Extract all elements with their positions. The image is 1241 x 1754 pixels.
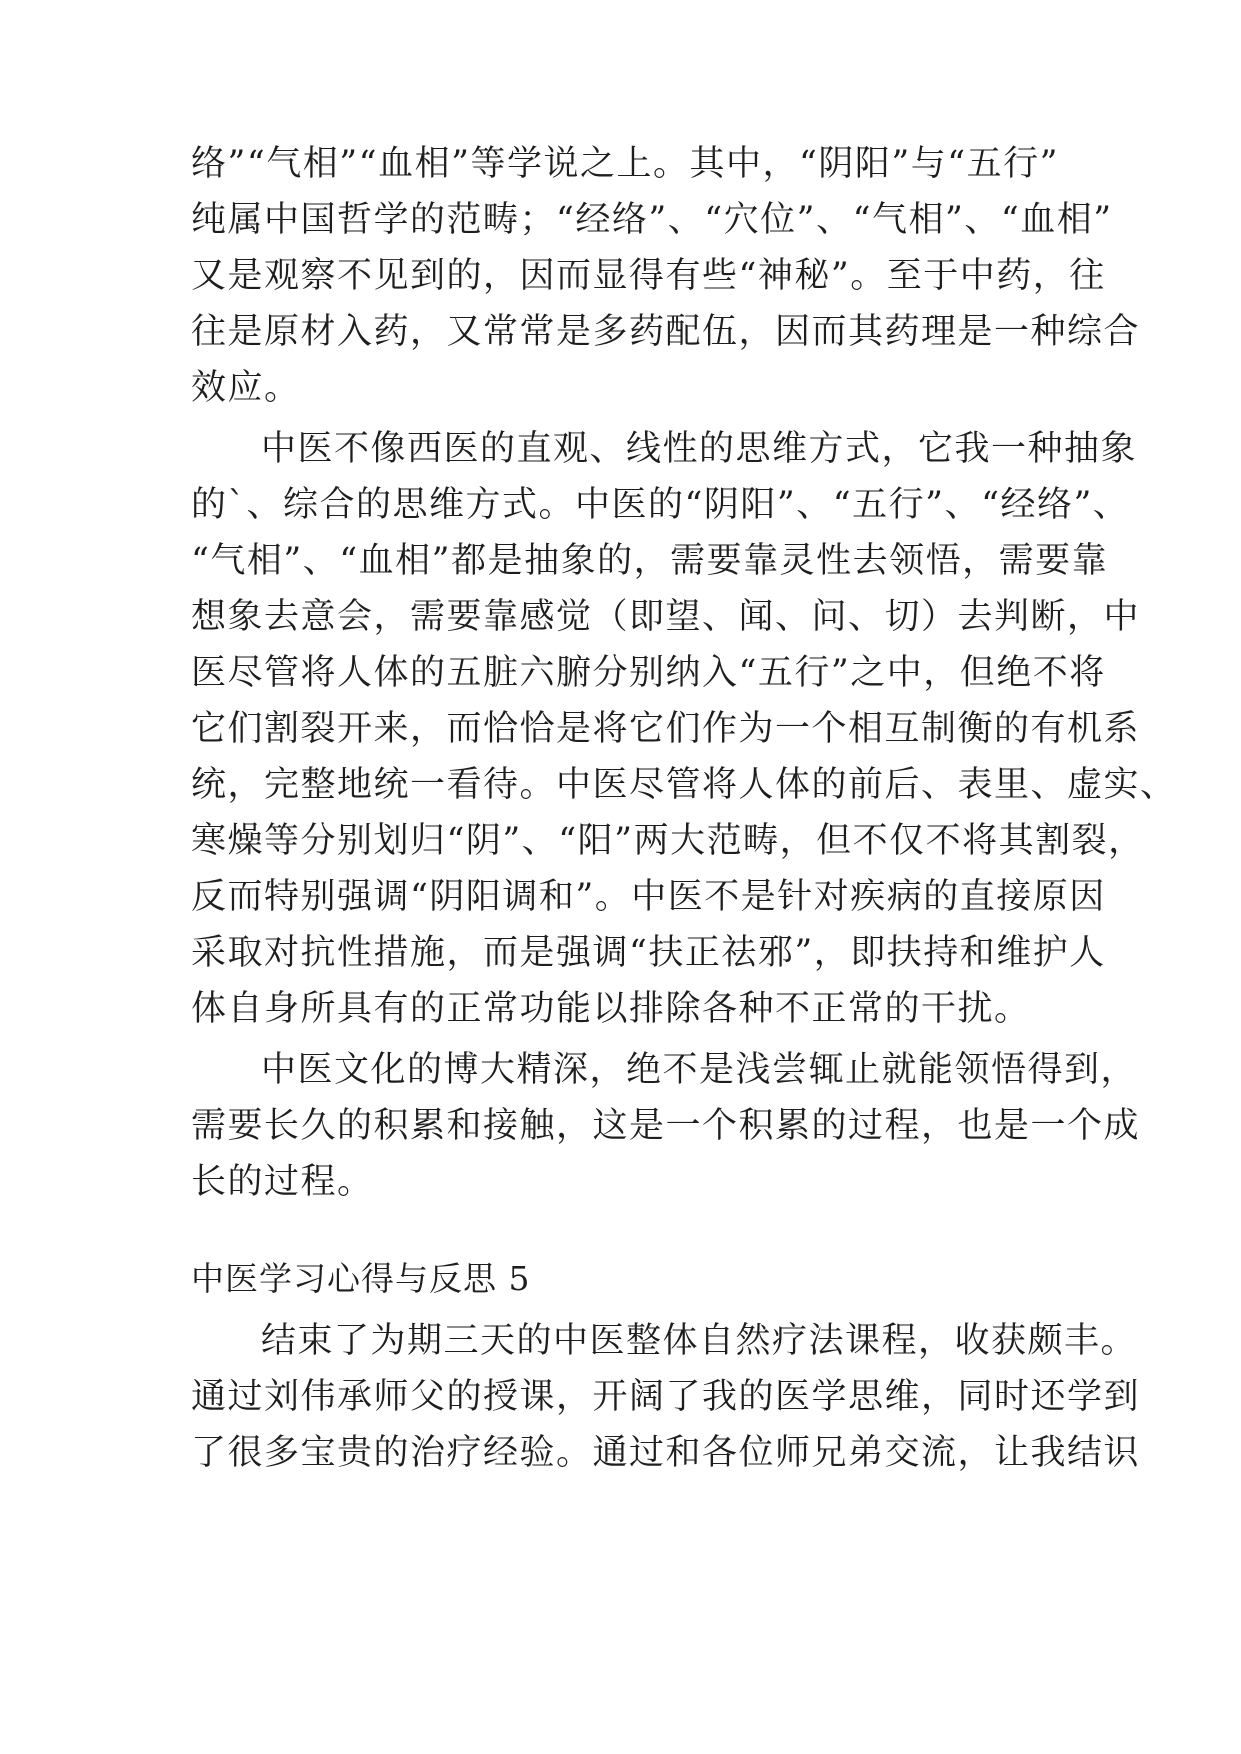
paragraph-2-line-9: 反而特别强调“阴阳调和”。中医不是针对疾病的直接原因 bbox=[191, 877, 1106, 917]
paragraph-2-line-8: 寒燥等分别划归“阴”、“阳”两大范畴，但不仅不将其割裂， bbox=[191, 821, 1145, 861]
paragraph-4-line-2: 通过刘伟承师父的授课，开阔了我的医学思维，同时还学到 bbox=[191, 1377, 1141, 1417]
paragraph-2-line-1: 中医不像西医的直观、线性的思维方式，它我一种抽象 bbox=[261, 429, 1138, 469]
paragraph-1-line-4: 往是原材入药，又常常是多药配伍，因而其药理是一种综合 bbox=[191, 312, 1141, 352]
section-title: 中医学习心得与反思 5 bbox=[191, 1259, 531, 1298]
paragraph-2-line-3: “气相”、“血相”都是抽象的，需要靠灵性去领悟，需要靠 bbox=[191, 541, 1109, 581]
paragraph-3-line-1: 中医文化的博大精深，绝不是浅尝辄止就能领悟得到， bbox=[261, 1050, 1138, 1090]
paragraph-2-line-6: 它们割裂开来，而恰恰是将它们作为一个相互制衡的有机系 bbox=[191, 709, 1141, 749]
paragraph-1-line-3: 又是观察不见到的，因而显得有些“神秘”。至于中药，往 bbox=[191, 256, 1106, 296]
paragraph-2-line-11: 体自身所具有的正常功能以排除各种不正常的干扰。 bbox=[191, 989, 1031, 1029]
paragraph-2-line-10: 采取对抗性措施，而是强调“扶正祛邪”，即扶持和维护人 bbox=[191, 933, 1106, 973]
paragraph-1-line-5: 效应。 bbox=[191, 368, 301, 408]
paragraph-2-line-7: 统，完整地统一看待。中医尽管将人体的前后、表里、虚实、 bbox=[191, 765, 1177, 805]
paragraph-2-line-4: 想象去意会，需要靠感觉（即望、闻、问、切）去判断，中 bbox=[191, 597, 1141, 637]
paragraph-1-line-2: 纯属中国哲学的范畴；“经络”、“穴位”、“气相”、“血相” bbox=[191, 200, 1113, 240]
paragraph-2-line-5: 医尽管将人体的五脏六腑分别纳入“五行”之中，但绝不将 bbox=[191, 653, 1106, 693]
paragraph-4-line-1: 结束了为期三天的中医整体自然疗法课程，收获颇丰。 bbox=[261, 1321, 1138, 1361]
paragraph-1-line-1: 络”“气相”“血相”等学说之上。其中，“阴阳”与“五行” bbox=[191, 144, 1060, 184]
paragraph-3-line-3: 长的过程。 bbox=[191, 1162, 374, 1202]
paragraph-3-line-2: 需要长久的积累和接触，这是一个积累的过程，也是一个成 bbox=[191, 1106, 1141, 1146]
paragraph-4-line-3: 了很多宝贵的治疗经验。通过和各位师兄弟交流，让我结识 bbox=[191, 1433, 1141, 1473]
paragraph-2-line-2: 的`、综合的思维方式。中医的“阴阳”、“五行”、“经络”、 bbox=[191, 485, 1130, 525]
